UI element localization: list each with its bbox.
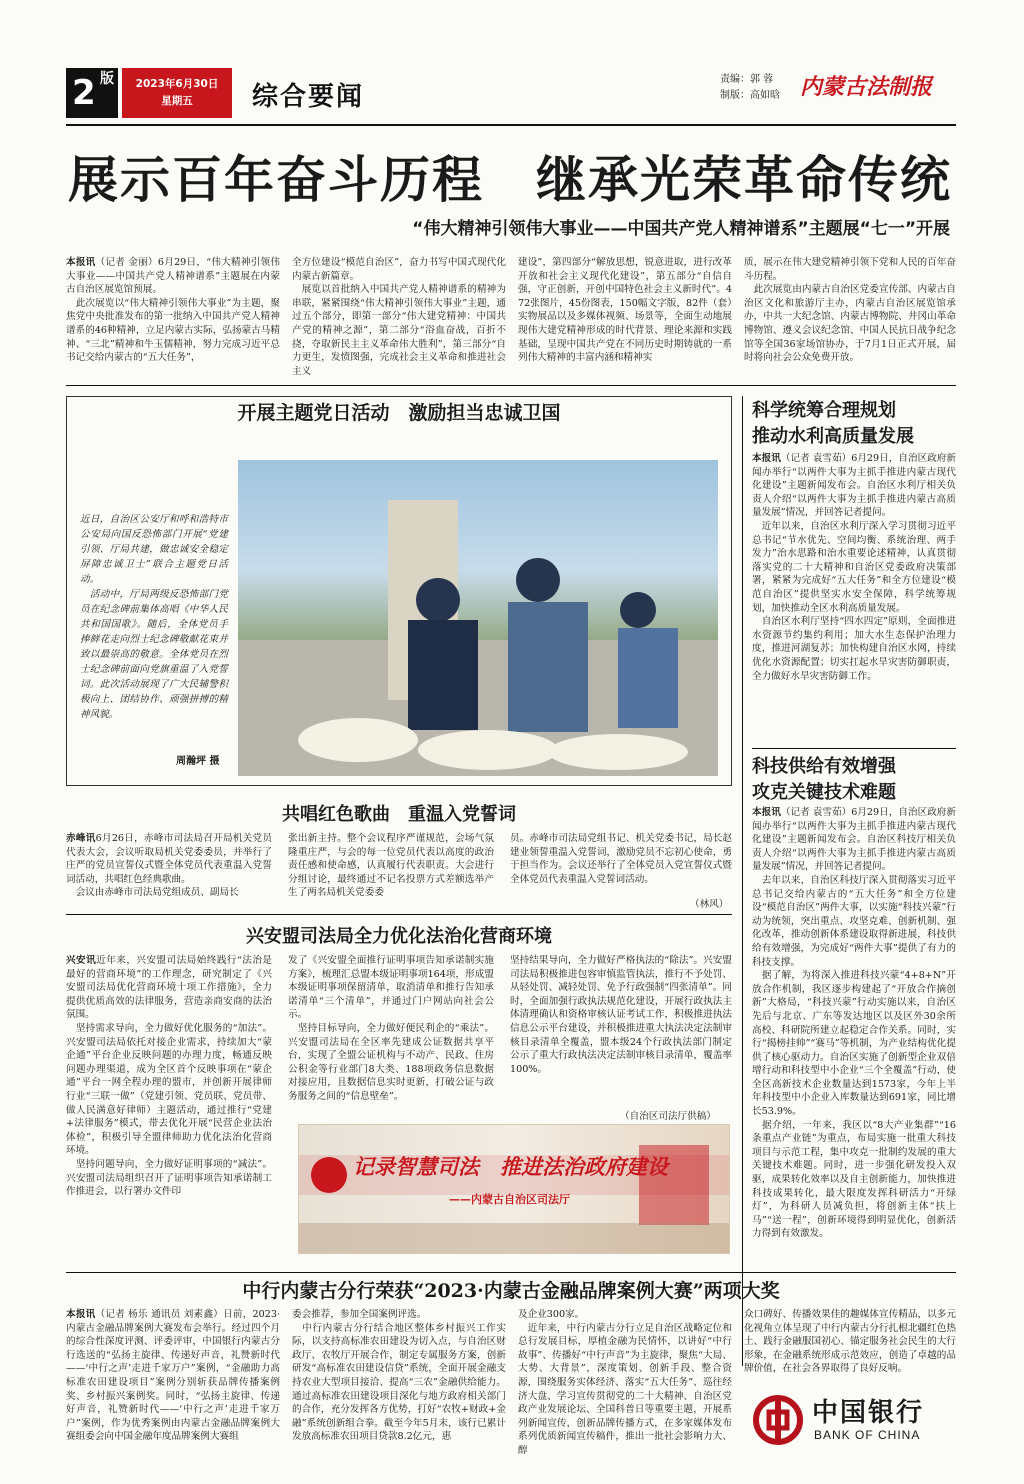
header-rule [66, 124, 956, 126]
photo-credit: 周瀚坪 摄 [176, 756, 220, 767]
boc-column-1: 本报讯（记者 杨乐 通讯员 刘素鑫）日前，2023·内蒙古金融品牌案例大赛发布会举行。经过四个月的综合性深度评测、评委评审，中国银行内蒙古分行选送的“弘扬主旋律、传递好声音，礼赞新时代——‘中行之声’走进千家万户”案例，“金融助力高标准农田建设项目”案例分别斩获品牌传播案例奖、乡村振兴案例奖。同时，“弘扬主旋律、传递好声音，礼赞新时代——‘中行之声’走进千家万户”案例，作为优秀案例由内蒙古金融品牌案例大赛组委会向中国金融年度品牌案例大赛组 [66, 1309, 280, 1443]
boc-logo-cn: 中国银行 [812, 1398, 925, 1428]
layout-line: 制版：高如晗 [720, 90, 780, 101]
tech-body: 本报讯（记者 袁雪茹）6月29日，自治区政府新闻办举行“以两件大事为主抓手推进内蒙古现代化建设”主题新闻发布会。自治区科技厅相关负责人介绍“以两件大事为主抓手推进内蒙古高质量发展”情况，并回答记者提问。 去年以来，自治区科技厅深入贯彻落实习近平总书记交给内蒙古的“五大任务”和全方位建设“模范自治区”两件大事，以实施“科技兴蒙”行动为统领，突出重点、攻坚克难、创新机制、强化改革，推动创新体系建设取得新进展，科技供给有效增强，为完成好“两件大事”提供了有力的科技支撑。 据了解，为将深入推进科技兴蒙“4+8+N”开放合作机制，我区逐步构建起了“开放合作摘创新”大格局，“科技兴蒙”行动实施以来，自治区先后与北京、广东等发达地区以及区外30余所高校、科研院所建立起稳定合作关系。同时，实行“揭榜挂帅”“赛马”等机制，为产业结构优化提供了核心驱动力。自治区实施了创新型企业双倍增行动和科技型中小企业“三个全覆盖”行动，使全区高新技术企业数量达到1573家，今年上半年科技型中小企业入库数量达到691家，同比增长53.9%。 据介绍，一年来，我区以“8大产业集群”“16条重点产业链”为重点，布局实施一批重大科技项目与示范工程，集中攻克一批制约发展的重大关键技术难题。同时，进一步强化研发投入双驱，成果转化效率以及自主创新能力，加快推进科技成果转化，最大限度发挥科研活力“开绿灯”，为科研人员减负担，将创新主体“扶上马”“送一程”，创新环境得到明显优化，创新活力得到有效激发。 [752, 807, 957, 1240]
divider [752, 748, 956, 749]
boc-column-2: 委会推荐，参加全国案例评选。 中行内蒙古分行结合地区整体乡村振兴工作实际，以支持高标准农田建设为切入点，与自治区财政厅、农牧厅开展合作，制定专属服务方案，创新研发“高标准农田建设信贷”系统，全面开展金融支持农业大型项目接洽、提高“三农”金融供给能力。通过高标准农田建设项目深化与地方政府相关部门的合作，充分发挥各方优势，打好“农牧+财政+金融”系统创新组合拳。截至今年5月末，该行已累计发放高标准农田项目贷款8.2亿元，惠 [292, 1309, 506, 1443]
date-badge [122, 68, 232, 118]
xingan-column-3: 坚持结果导向，全力做好严格执法的“除法”。兴安盟司法局积极推进包容审慎监管执法，推行不予处罚、从轻处罚、减轻处罚、免予行政强制“四张清单”。同时，全面加强行政执法规范化建设，开展行政执法主体清理确认和资格审核认证考试工作，积极推进执法信息公示平台建设，并积极推进重大执法决定法制审核目录清单全覆盖，盟本级24个行政执法部门制定公示了重大行政执法决定法制审核目录清单，覆盖率100%。 [510, 955, 732, 1075]
xingan-source: （自治区司法厅供稿） [620, 1111, 716, 1122]
masthead-logo: 内蒙古法制报 [800, 74, 933, 100]
photo-caption: 近日，自治区公安厅和呼和浩特市公安局向国反恐怖部门开展“党建引领、厅局共建，做忠诚安全稳定屏障忠诚卫士”联合主题党日活动。 活动中，厅局两级反恐怖部门党员在纪念碑前集体高唱《中华人民共和国国歌》。随后，全体党员手捧鲜花走向烈士纪念碑敬献花束并致以最崇高的敬意。全体党员在烈士纪念碑前面向党旗重温了入党誓词。此次活动展现了广大民辅警积极向上、团结协作、顽强拼搏的精神风貌。 [80, 514, 228, 720]
page-suffix: 版 [100, 71, 114, 87]
songs-column-2: 张出新主持。整个会议程序严谨规范，会场气氛隆重庄严，与会的每一位党员代表以高度的政治责任感和使命感，认真履行代表职责。大会进行分组讨论，最终通过不记名投票方式差额选举产生了两名局机关党委委 [288, 833, 494, 899]
editor-line: 责编：郭 蓉 [720, 74, 774, 85]
xingan-column-2: 发了《兴安盟全面推行证明事项告知承诺制实施方案》，梳理汇总盟本级证明事项164项，形成盟本级证明事项保留清单，取消清单和推行告知承诺清单“三个清单”，并通过门户网站向社会公示。 坚持目标导向，全力做好便民利企的“乘法”。兴安盟司法局在全区率先建成公证数据共享平台，实现了全盟公证机构与不动产、民政、住房公积金等行业部门8大类、188项政务信息数据对接应用，且数据信息实时更新，打破公证与政务服务之间的“信息壁垒”。 [288, 955, 494, 1102]
divider [66, 914, 732, 915]
editor-credits [720, 72, 780, 104]
boc-headline: 中行内蒙古分行荣获“2023·内蒙古金融品牌案例大赛”两项大奖 [242, 1280, 780, 1302]
tech-headline: 科技供给有效增强 攻克关键技术难题 [752, 756, 896, 803]
section-title: 综合要闻 [252, 82, 365, 112]
lead-subheadline: “伟大精神引领伟大事业——中国共产党人精神谱系”主题展“七一”开展 [412, 219, 950, 239]
photo-story-headline: 开展主题党日活动 激励担当忠诚卫国 [237, 402, 561, 424]
weekday: 星期五 [161, 95, 193, 107]
column-rule [742, 396, 743, 1366]
xingan-column-1: 兴安讯近年来，兴安盟司法局始终践行“法治是最好的营商环境”的工作理念，研究制定了《兴安盟司法局优化营商环境十项工作措施》，全力提供优质高效的法律服务，营造亲商安商的法治氛围。 坚持需求导向，全力做好优化服务的“加法”。兴安盟司法局依托对接企业需求，持续加大“蒙企通”平台企业反映问题的办理力度，畅通反映问题办理渠道，成为全区首个反映事项在“蒙企通”平台一网全程办理的盟市，并创新开展律师行业“三联一做”（党建引领、党员联、党员带、做人民满意好律师）主题活动，通过推行“党建+法律服务”模式，带去优化开展“民营企业法治体检”，积极引导全盟律师助力优化法治化营商环境。 坚持问题导向，全力做好证明事项的“减法”。兴安盟司法局组织召开了证明事项告知承诺制工作推进会，以行署办文件印 [66, 955, 273, 1198]
lead-headline: 展示百年奋斗历程 继承光荣革命传统 [68, 150, 952, 209]
divider [66, 385, 956, 386]
banner-slogan: 记录智慧司法 推进法治政府建设 [353, 1155, 668, 1179]
boc-logo-en: BANK OF CHINA [814, 1428, 921, 1442]
photo-illustration [238, 460, 718, 776]
water-headline: 科学统筹合理规划 推动水利高质量发展 [752, 400, 914, 447]
songs-headline: 共唱红色歌曲 重温入党誓词 [282, 804, 516, 825]
songs-source: （林风） [690, 899, 729, 910]
lead-byline: 本报讯 [66, 257, 96, 268]
boc-column-3: 及企业300家。 近年来，中行内蒙古分行立足自治区战略定位和总行发展目标，厚植金融为民情怀，以讲好“中行故事”、传播好“中行声音”为主旋律，聚焦“大局、大势、大背景”，深度策划、创新手段、整合资源，围绕服务实体经济、落实“五大任务”、巡往经济大盘、学习宣传贯彻党的二十大精神、自治区党政产业发展论坛、全国科普日等重要主题，开展系列新闻宣传，创新品牌传播方式，在多家媒体发布系列优质新闻宣传稿件，推出一批社会影响力大、醇 [518, 1309, 732, 1456]
lead-column-3: 建设”，第四部分“解放思想，锐意进取，进行改革开放和社会主义现代化建设”，第五部分“自信自强，守正创新，开创中国特色社会主义新时代”。472张图片，45份图表，150幅文字版，82件（套）实物展品以及多媒体视频、场景等，全面生动地展现伟大建党精神形成的时代背景、理论来源和实践基础，呈现中国共产党在不同历史时期铸就的一系列伟大精神的丰富内涵和精神实 [518, 257, 732, 364]
banner-decoration [299, 1125, 729, 1253]
xingan-headline: 兴安盟司法局全力优化法治化营商环境 [246, 926, 552, 947]
songs-column-3: 员。赤峰市司法局党组书记、机关党委书记，局长赵建业领誓重温入党誓词，激励党员不忘初心使命，勇于担当作为。会议还举行了全体党员入党宣誓仪式暨全体党员代表重温入党誓词活动。 [510, 833, 732, 885]
boc-logo [752, 1390, 956, 1450]
boc-emblem-icon [752, 1394, 804, 1446]
issue-date: 2023年6月30日 [135, 78, 219, 90]
page-number: 2 版 [66, 68, 118, 118]
lead-column-1: 本报讯（记者 金丽）6月29日，“伟大精神引领伟大事业——中国共产党人精神谱系”主题展在内蒙古自治区展览馆预展。 此次展览以“伟大精神引领伟大事业”为主题，聚焦党中央批准发布的第一批纳入中国共产党人精神谱系的46种精神，立足内蒙古实际，弘扬蒙古马精神、“三北”精神和牛玉儒精神，努力完成习近平总书记交给内蒙古的“五大任务”， [66, 257, 280, 364]
songs-column-1: 赤峰讯6月26日，赤峰市司法局召开局机关党员代表大会，会议听取局机关党委委员，并举行了庄严的党员宣誓仪式暨全体党员代表重温入党誓词活动，共唱红色经典歌曲。 会议由赤峰市司法局党组成员、副局长 [66, 833, 273, 899]
divider [66, 1272, 956, 1273]
lead-column-2: 全方位建设“模范自治区”，奋力书写中国式现代化内蒙古新篇章。 展览以首批纳入中国共产党人精神谱系的精神为串联，紧紧围绕“伟大精神引领伟大事业”主题，通过五个部分，即第一部分“伟大建党精神：中国共产党的精神之源”，第二部分“浴血奋战，百折不挠，夺取新民主主义革命伟大胜利”，第三部分“自力更生，发愤图强，完成社会主义革命和推进社会主义 [292, 257, 506, 377]
justice-banner [298, 1124, 730, 1254]
party-day-photo [238, 460, 718, 776]
boc-column-4: 众口碑好、传播效果佳的趣媒体宣传精品，以多元化视角立体呈现了中行内蒙古分行扎根北疆红色热土、践行金融服国初心、锚定服务社会民生的大行形象，在金融系统形成示范效应，创造了卓越的品牌价值，在社会各界取得了良好反响。 [744, 1309, 956, 1375]
lead-column-4: 质，展示在伟大建党精神引领下党和人民的百年奋斗历程。 此次展览由内蒙古自治区党委宣传部、内蒙古自治区文化和旅游厅主办，内蒙古自治区展览馆承办，中共一大纪念馆、内蒙古博物院、井冈山革命博物馆、遵义会议纪念馆、中国人民抗日战争纪念馆等全国36家场馆协办，于7月1日正式开展，届时将向社会公众免费开放。 [744, 257, 956, 364]
water-body: 本报讯（记者 袁雪茹）6月29日，自治区政府新闻办举行“以两件大事为主抓手推进内蒙古现代化建设”主题新闻发布会。自治区水利厅相关负责人介绍“以两件大事为主抓手推进内蒙古高质量发展”情况，并回答记者提问。 近年以来，自治区水利厅深入学习贯彻习近平总书记“节水优先、空间均衡、系统治理、两手发力”治水思路和治水重要论述精神，认真贯彻落实党的二十大精神和自治区党委政府决策部署，紧紧为完成好“五大任务”和全方位建设“模范自治区”提供坚实水安全保障，科学统筹规划，加快推动全区水利高质量发展。 自治区水利厅坚持“四水四定”原则，全面推进水资源节约集约利用；加大水生态保护治理力度，推进河湖复苏；加快构建自治区水网，持续优化水资源配置；切实扛起水旱灾害防御职责，全力做好水旱灾害防御工作。 [752, 453, 957, 682]
lead-reporter: （记者 金丽） [95, 257, 158, 268]
banner-org: ——内蒙古自治区司法厅 [449, 1193, 570, 1206]
